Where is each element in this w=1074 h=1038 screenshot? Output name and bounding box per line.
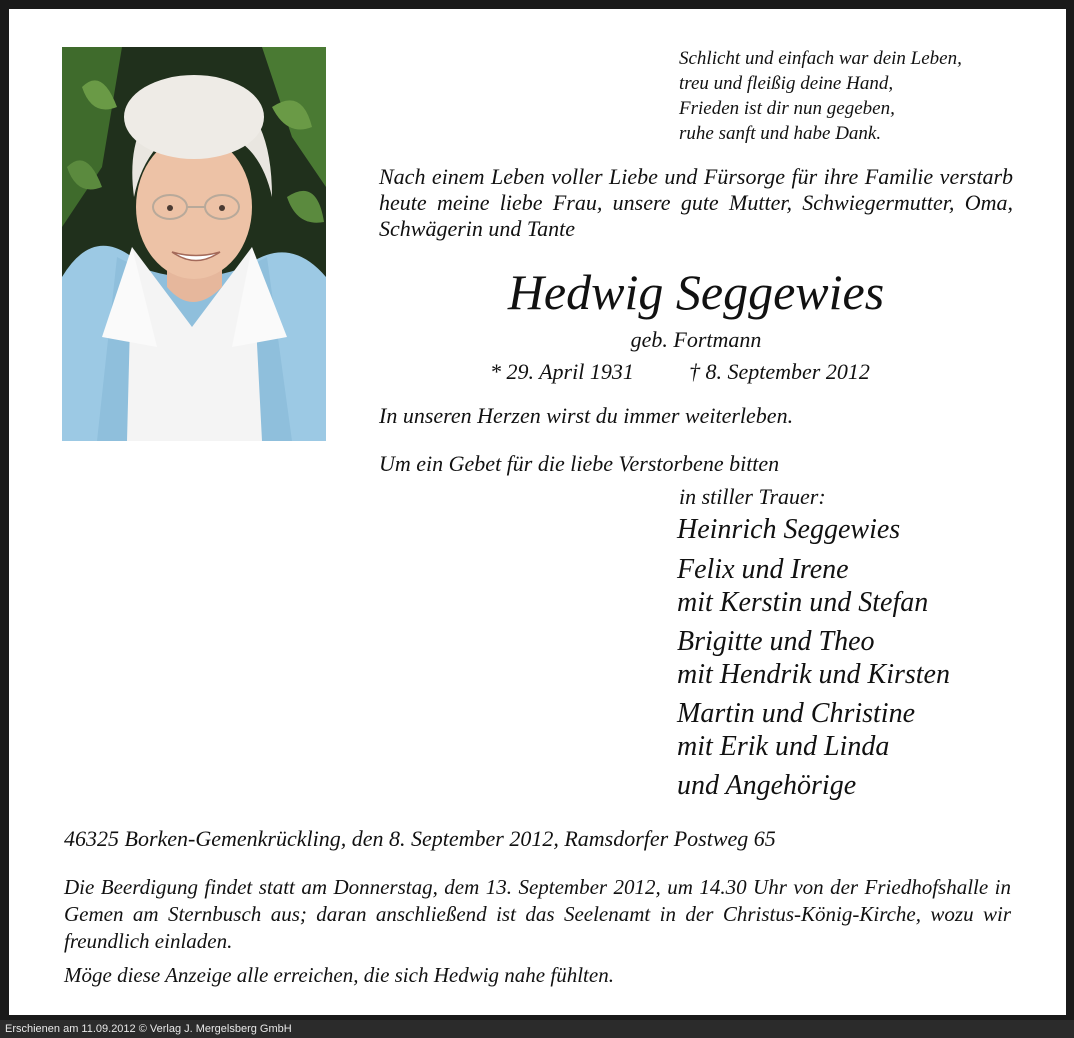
obituary-page [9,9,1066,1015]
funeral-info: Die Beerdigung findet statt am Donnerstag, dem 13. September 2012, um 14.30 Uhr von der Friedhofshalle in Gemen am Sternbusch aus; daran anschließend ist das Seelenamt in der Christus-König-Kirche, wozu wir freundlich einladen. [64,875,1011,953]
mourner-name: mit Kerstin und Stefan [677,587,929,618]
poem-line: ruhe sanft und habe Dank. [679,123,882,144]
prayer-request: Um ein Gebet für die liebe Verstorbene bitten [379,451,780,476]
closing-line: Möge diese Anzeige alle erreichen, die sich Hedwig nahe fühlten. [64,963,614,987]
maiden-name: geb. Fortmann [630,327,762,352]
in-mourning: in stiller Trauer: [679,484,826,509]
publication-footer: Erschienen am 11.09.2012 © Verlag J. Mergelsberg GmbH [0,1020,1074,1038]
portrait-illustration [62,47,326,441]
memorial-line: In unseren Herzen wirst du immer weiterleben. [379,403,794,428]
mourner-name: Martin und Christine [677,698,916,729]
deceased-name: Hedwig Seggewies [507,264,885,320]
address-line: 46325 Borken-Gemenkrückling, den 8. September 2012, Ramsdorfer Postweg 65 [64,826,776,851]
intro-text: Nach einem Leben voller Liebe und Fürsorge für ihre Familie verstarb heute meine liebe Frau, unsere gute Mutter, Schwiegermutter, Oma, Schwägerin und Tante [379,164,1013,241]
mourner-name: Heinrich Seggewies [677,514,901,545]
mourner-name: mit Hendrik und Kirsten [677,659,950,690]
mourner-name: und Angehörige [677,770,857,801]
poem-line: Frieden ist dir nun gegeben, [679,98,895,119]
death-date: † 8. September 2012 [689,359,870,384]
mourner-name: Brigitte und Theo [677,626,875,657]
mourner-name: mit Erik und Linda [677,731,890,762]
birth-date: * 29. April 1931 [490,359,634,384]
mourner-name: Felix und Irene [677,554,849,585]
poem-line: Schlicht und einfach war dein Leben, [679,48,962,69]
portrait-photo [62,47,326,441]
poem-line: treu und fleißig deine Hand, [679,73,894,94]
